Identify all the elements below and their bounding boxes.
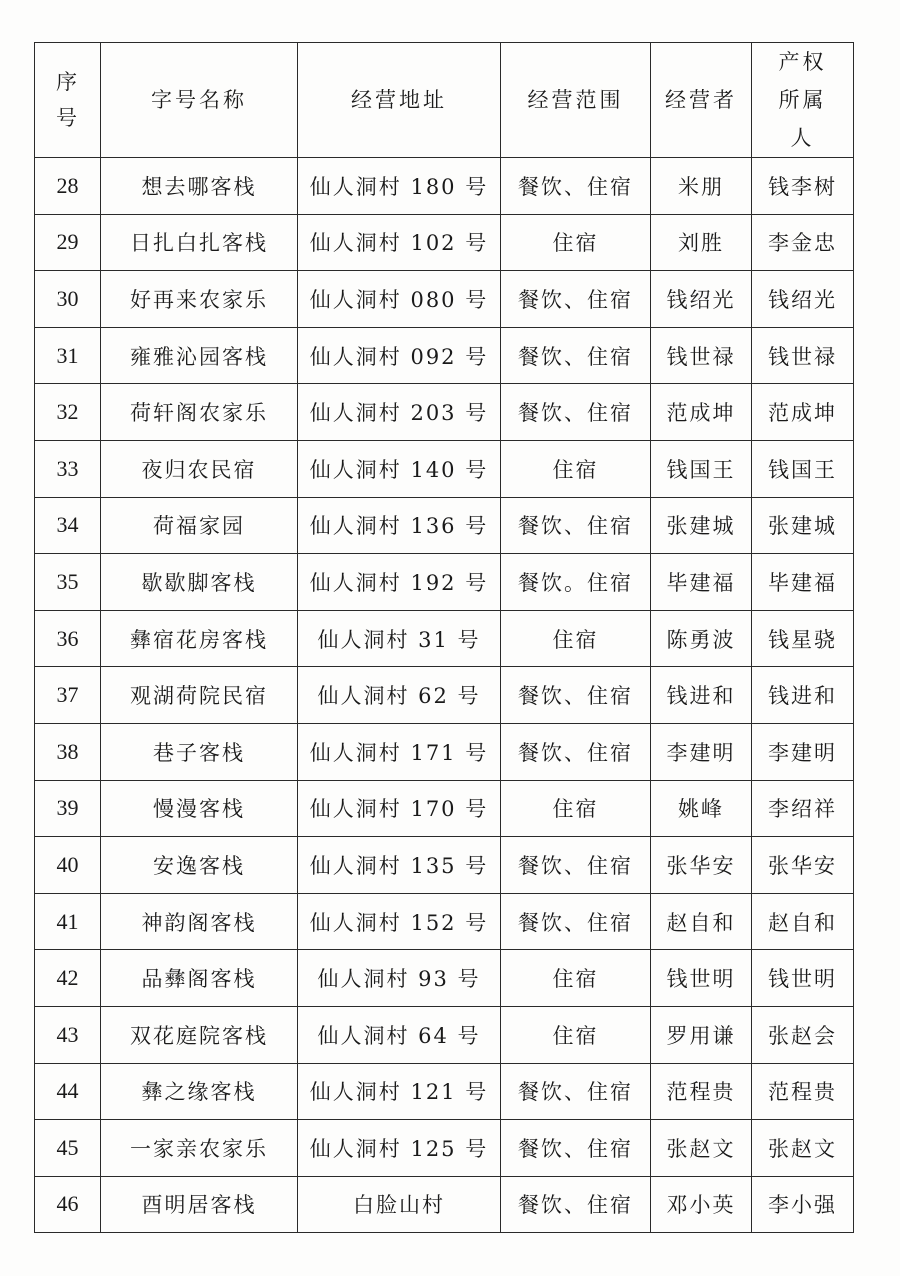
cell-business-address: 仙人洞村 152 号: [298, 893, 501, 950]
cell-operator: 张建城: [651, 497, 752, 554]
cell-serial-number: 35: [35, 554, 101, 611]
cell-business-name: 神韵阁客栈: [101, 893, 298, 950]
cell-operator: 张赵文: [651, 1120, 752, 1177]
cell-property-owner: 赵自和: [752, 893, 854, 950]
cell-business-scope: 住宿: [501, 1006, 651, 1063]
cell-serial-number: 29: [35, 214, 101, 271]
cell-operator: 刘胜: [651, 214, 752, 271]
cell-operator: 钱世禄: [651, 327, 752, 384]
cell-business-scope: 餐饮、住宿: [501, 497, 651, 554]
cell-property-owner: 李建明: [752, 723, 854, 780]
header-serial-number: 序号: [35, 43, 101, 158]
table-row: [35, 1120, 854, 1177]
cell-operator: 赵自和: [651, 893, 752, 950]
cell-serial-number: 42: [35, 950, 101, 1007]
cell-business-address: 仙人洞村 121 号: [298, 1063, 501, 1120]
table-row: [35, 610, 854, 667]
cell-operator: 钱国王: [651, 440, 752, 497]
cell-serial-number: 46: [35, 1176, 101, 1233]
cell-business-scope: 餐饮、住宿: [501, 837, 651, 894]
cell-property-owner: 钱国王: [752, 440, 854, 497]
cell-business-name: 日扎白扎客栈: [101, 214, 298, 271]
cell-operator: 张华安: [651, 837, 752, 894]
cell-serial-number: 34: [35, 497, 101, 554]
cell-business-address: 仙人洞村 080 号: [298, 271, 501, 328]
cell-property-owner: 毕建福: [752, 554, 854, 611]
cell-property-owner: 范成坤: [752, 384, 854, 441]
cell-serial-number: 41: [35, 893, 101, 950]
cell-serial-number: 43: [35, 1006, 101, 1063]
cell-business-scope: 住宿: [501, 214, 651, 271]
cell-business-name: 双花庭院客栈: [101, 1006, 298, 1063]
cell-business-address: 仙人洞村 31 号: [298, 610, 501, 667]
cell-business-name: 雍雅沁园客栈: [101, 327, 298, 384]
cell-property-owner: 张赵文: [752, 1120, 854, 1177]
cell-business-name: 安逸客栈: [101, 837, 298, 894]
cell-business-scope: 餐饮、住宿: [501, 723, 651, 780]
cell-property-owner: 钱星骁: [752, 610, 854, 667]
cell-operator: 钱绍光: [651, 271, 752, 328]
cell-serial-number: 44: [35, 1063, 101, 1120]
cell-property-owner: 钱绍光: [752, 271, 854, 328]
cell-business-scope: 餐饮。住宿: [501, 554, 651, 611]
cell-business-address: 仙人洞村 203 号: [298, 384, 501, 441]
cell-operator: 李建明: [651, 723, 752, 780]
cell-property-owner: 钱世明: [752, 950, 854, 1007]
cell-operator: 钱世明: [651, 950, 752, 1007]
cell-business-scope: 餐饮、住宿: [501, 667, 651, 724]
cell-business-name: 慢漫客栈: [101, 780, 298, 837]
cell-operator: 钱进和: [651, 667, 752, 724]
table-row: [35, 723, 854, 780]
cell-business-address: 仙人洞村 192 号: [298, 554, 501, 611]
cell-business-scope: 餐饮、住宿: [501, 158, 651, 215]
cell-business-scope: 餐饮、住宿: [501, 327, 651, 384]
cell-property-owner: 张赵会: [752, 1006, 854, 1063]
business-registry-table: [34, 42, 854, 1233]
cell-business-name: 歇歇脚客栈: [101, 554, 298, 611]
table-row: [35, 893, 854, 950]
cell-operator: 毕建福: [651, 554, 752, 611]
cell-business-address: 仙人洞村 136 号: [298, 497, 501, 554]
table-row: [35, 158, 854, 215]
header-row: [35, 43, 854, 158]
cell-serial-number: 40: [35, 837, 101, 894]
table-header: [35, 43, 854, 158]
cell-serial-number: 28: [35, 158, 101, 215]
cell-business-scope: 餐饮、住宿: [501, 893, 651, 950]
cell-serial-number: 45: [35, 1120, 101, 1177]
cell-business-name: 观湖荷院民宿: [101, 667, 298, 724]
cell-business-scope: 住宿: [501, 950, 651, 1007]
cell-business-scope: 住宿: [501, 780, 651, 837]
cell-serial-number: 36: [35, 610, 101, 667]
cell-business-name: 品彝阁客栈: [101, 950, 298, 1007]
cell-operator: 陈勇波: [651, 610, 752, 667]
table-row: [35, 1006, 854, 1063]
cell-business-scope: 餐饮、住宿: [501, 1120, 651, 1177]
cell-operator: 邓小英: [651, 1176, 752, 1233]
cell-serial-number: 31: [35, 327, 101, 384]
cell-business-address: 仙人洞村 092 号: [298, 327, 501, 384]
table-row: [35, 667, 854, 724]
cell-serial-number: 30: [35, 271, 101, 328]
table-row: [35, 837, 854, 894]
cell-serial-number: 39: [35, 780, 101, 837]
cell-business-address: 仙人洞村 135 号: [298, 837, 501, 894]
table-body: [35, 158, 854, 1233]
table-row: [35, 271, 854, 328]
cell-property-owner: 钱李树: [752, 158, 854, 215]
cell-serial-number: 37: [35, 667, 101, 724]
cell-operator: 米朋: [651, 158, 752, 215]
cell-property-owner: 李小强: [752, 1176, 854, 1233]
cell-business-address: 仙人洞村 102 号: [298, 214, 501, 271]
cell-business-address: 仙人洞村 180 号: [298, 158, 501, 215]
cell-serial-number: 32: [35, 384, 101, 441]
cell-business-name: 一家亲农家乐: [101, 1120, 298, 1177]
cell-operator: 姚峰: [651, 780, 752, 837]
cell-business-name: 好再来农家乐: [101, 271, 298, 328]
table-row: [35, 950, 854, 1007]
cell-business-address: 仙人洞村 62 号: [298, 667, 501, 724]
cell-business-address: 仙人洞村 170 号: [298, 780, 501, 837]
cell-business-scope: 餐饮、住宿: [501, 271, 651, 328]
cell-business-name: 彝宿花房客栈: [101, 610, 298, 667]
cell-business-scope: 餐饮、住宿: [501, 384, 651, 441]
cell-business-name: 彝之缘客栈: [101, 1063, 298, 1120]
cell-business-address: 仙人洞村 64 号: [298, 1006, 501, 1063]
cell-business-name: 荷福家园: [101, 497, 298, 554]
header-business-scope: 经营范围: [501, 43, 651, 158]
cell-business-name: 想去哪客栈: [101, 158, 298, 215]
cell-business-scope: 住宿: [501, 440, 651, 497]
cell-serial-number: 33: [35, 440, 101, 497]
cell-property-owner: 钱世禄: [752, 327, 854, 384]
cell-business-address: 仙人洞村 140 号: [298, 440, 501, 497]
table-row: [35, 497, 854, 554]
cell-property-owner: 钱进和: [752, 667, 854, 724]
cell-business-address: 仙人洞村 171 号: [298, 723, 501, 780]
header-business-name: 字号名称: [101, 43, 298, 158]
cell-operator: 罗用谦: [651, 1006, 752, 1063]
table-row: [35, 780, 854, 837]
header-business-address: 经营地址: [298, 43, 501, 158]
cell-operator: 范程贵: [651, 1063, 752, 1120]
cell-business-address: 白脸山村: [298, 1176, 501, 1233]
cell-business-scope: 餐饮、住宿: [501, 1176, 651, 1233]
table-row: [35, 327, 854, 384]
cell-property-owner: 张华安: [752, 837, 854, 894]
cell-business-name: 巷子客栈: [101, 723, 298, 780]
cell-property-owner: 范程贵: [752, 1063, 854, 1120]
cell-business-name: 酉明居客栈: [101, 1176, 298, 1233]
cell-business-scope: 餐饮、住宿: [501, 1063, 651, 1120]
table-row: [35, 384, 854, 441]
cell-property-owner: 张建城: [752, 497, 854, 554]
cell-serial-number: 38: [35, 723, 101, 780]
cell-business-name: 荷轩阁农家乐: [101, 384, 298, 441]
cell-business-address: 仙人洞村 125 号: [298, 1120, 501, 1177]
table-row: [35, 554, 854, 611]
table-row: [35, 1063, 854, 1120]
cell-business-scope: 住宿: [501, 610, 651, 667]
cell-property-owner: 李金忠: [752, 214, 854, 271]
table-row: [35, 214, 854, 271]
header-property-owner: 产权所属人: [752, 43, 854, 158]
cell-operator: 范成坤: [651, 384, 752, 441]
cell-business-address: 仙人洞村 93 号: [298, 950, 501, 1007]
cell-property-owner: 李绍祥: [752, 780, 854, 837]
table-row: [35, 1176, 854, 1233]
table-row: [35, 440, 854, 497]
header-operator: 经营者: [651, 43, 752, 158]
cell-business-name: 夜归农民宿: [101, 440, 298, 497]
